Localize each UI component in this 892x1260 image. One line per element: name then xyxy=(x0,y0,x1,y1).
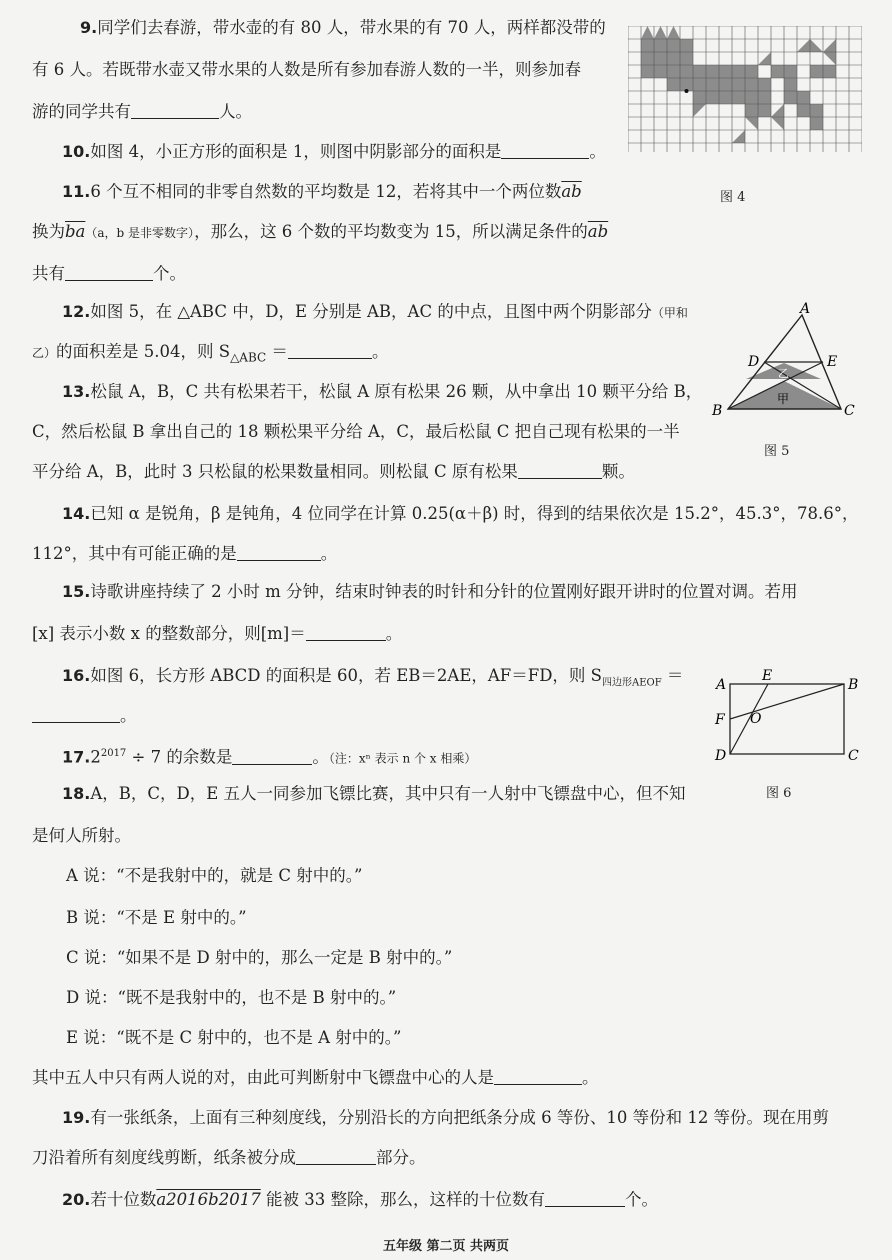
fig4-eye-dot xyxy=(685,89,689,93)
fig6-label-b: B xyxy=(848,677,859,693)
fig4-shaded-cell xyxy=(719,65,732,78)
page-footer: 五年级 第二页 共两页 xyxy=(382,1239,510,1254)
fig6-rect-abcd xyxy=(730,684,844,754)
fig6-label-d: D xyxy=(715,748,727,764)
fig4-shaded-triangle xyxy=(654,26,667,39)
fig5-label-d: D xyxy=(748,354,760,370)
fig4-shaded-cell xyxy=(680,39,693,52)
q19-line2: 刀沿着所有刻度线剪断，纸条被分成 部分。 xyxy=(32,1148,426,1167)
fig4-shaded-triangle xyxy=(693,104,706,117)
fig4-shaded-cell xyxy=(680,52,693,65)
fig5-label-c: C xyxy=(844,403,855,419)
fig4-shaded-cell xyxy=(693,91,706,104)
fig4-shaded-triangle xyxy=(667,26,680,39)
fig4-shaded-cell xyxy=(706,65,719,78)
q17-line: $17.2^{2017} \div 7$ 的余数是 。（注：xⁿ 表示 n 个 x 相乘） xyxy=(62,747,477,767)
fig4-shaded-cell xyxy=(706,78,719,91)
fig4-shaded-cell xyxy=(784,91,797,104)
fig4-shaded-cell xyxy=(732,65,745,78)
q9-answer-blank[interactable] xyxy=(131,102,219,119)
fig4-shaded-cell xyxy=(745,78,758,91)
fig4-shaded-cell xyxy=(745,91,758,104)
fig4-shaded-cell xyxy=(654,39,667,52)
fig5-label-e: E xyxy=(827,354,838,370)
q13-line2: C，然后松鼠 B 拿出自己的 18 颗松果平分给 A，C，最后松鼠 C 把自己现有松果的一半 xyxy=(32,422,680,441)
fig4-shaded-cell xyxy=(680,65,693,78)
fig4-shaded-cell xyxy=(823,65,836,78)
q11-line1: 11.6 个互不相同的非零自然数的平均数是 12，若将其中一个两位数$\overline{ab}$ xyxy=(62,182,582,201)
figure-4-caption: 图 4 xyxy=(720,190,746,205)
fig6-label-f: F xyxy=(715,712,725,728)
fig4-shaded-cell xyxy=(797,91,810,104)
q14-line1: 14.已知 α 是锐角，β 是钝角，4 位同学在计算 0.25(α＋β) 时，得到的结果依次是 15.2°，45.3°，78.6°， xyxy=(62,504,859,523)
fig4-shaded-cell xyxy=(667,78,680,91)
q20-line: 20.若十位数a2016b2017 能被 33 整除，那么，这样的十位数有 个。 xyxy=(62,1190,658,1209)
q11-line3: 共有 个。 xyxy=(32,264,186,283)
fig4-shaded-cell xyxy=(654,65,667,78)
fig4-shaded-cell xyxy=(654,52,667,65)
fig4-shaded-cell xyxy=(667,39,680,52)
fig6-label-o: O xyxy=(750,711,762,727)
fig4-shaded-cell xyxy=(771,65,784,78)
figure-6-rectangle xyxy=(708,668,864,764)
fig4-shaded-triangle xyxy=(745,117,758,130)
fig4-shaded-cell xyxy=(667,52,680,65)
q18-statement-d: D 说：“既不是我射中的，也不是 B 射中的。” xyxy=(66,988,397,1007)
q18-statement-a: A 说：“不是我射中的，就是 C 射中的。” xyxy=(66,866,363,885)
figure-4-grid xyxy=(628,26,862,152)
figure-6-caption: 图 6 xyxy=(766,786,792,801)
fig4-shaded-triangle xyxy=(758,52,771,65)
q17-answer-blank[interactable] xyxy=(232,748,312,765)
q13-answer-blank[interactable] xyxy=(518,462,602,479)
q12-answer-blank[interactable] xyxy=(288,342,372,359)
fig4-shaded-cell xyxy=(693,78,706,91)
q12-line2: 乙）的面积差是 5.04，则 $S_{\triangle ABC}$ ＝ 。 xyxy=(32,342,389,365)
q15-line1: 15.诗歌讲座持续了 2 小时 m 分钟，结束时钟表的时针和分针的位置刚好跟开讲时的位置对调。若用 xyxy=(62,582,798,601)
q9-number: 9. xyxy=(80,18,98,37)
fig4-shaded-cell xyxy=(706,91,719,104)
q12-line1: 12.如图 5，在 △ABC 中，D，E 分别是 AB，AC 的中点，且图中两个阴影部分（甲和 xyxy=(62,302,688,321)
fig4-shaded-triangle xyxy=(641,26,654,39)
q15-line2: [x] 表示小数 x 的整数部分，则[m]＝ 。 xyxy=(32,624,403,643)
q18-statement-e: E 说：“既不是 C 射中的，也不是 A 射中的。” xyxy=(66,1028,402,1047)
fig5-label-b: B xyxy=(712,403,723,419)
q10-answer-blank[interactable] xyxy=(501,142,589,159)
fig4-shaded-triangle xyxy=(732,130,745,143)
fig6-label-e: E xyxy=(762,668,773,684)
fig4-shaded-cell xyxy=(693,65,706,78)
fig4-shaded-cell xyxy=(758,91,771,104)
figure-5-triangle xyxy=(706,300,862,430)
q13-line3: 平分给 A，B，此时 3 只松鼠的松果数量相同。则松鼠 C 原有松果 颗。 xyxy=(32,462,635,481)
q19-answer-blank[interactable] xyxy=(296,1148,376,1165)
fig4-shaded-cell xyxy=(641,39,654,52)
q18-statement-b: B 说：“不是 E 射中的。” xyxy=(66,908,247,927)
q9-line2: 有 6 人。若既带水壶又带水果的人数是所有参加春游人数的一半，则参加春 xyxy=(32,60,581,79)
fig4-shaded-cell xyxy=(810,104,823,117)
fig4-shaded-cell xyxy=(810,65,823,78)
fig4-shaded-cell xyxy=(745,104,758,117)
fig5-label-a: A xyxy=(800,301,811,317)
fig4-shaded-cell xyxy=(641,52,654,65)
q15-answer-blank[interactable] xyxy=(306,624,386,641)
fig4-shaded-cell xyxy=(758,78,771,91)
figure-5-caption: 图 5 xyxy=(764,444,790,459)
fig4-shaded-cell xyxy=(784,78,797,91)
q11-answer-blank[interactable] xyxy=(65,264,153,281)
fig6-label-c: C xyxy=(848,748,859,764)
q14-line2: 112°，其中有可能正确的是 。 xyxy=(32,544,338,563)
q9-line1: 9.同学们去春游，带水壶的有 80 人，带水果的有 70 人，两样都没带的 xyxy=(80,18,606,37)
fig4-shaded-cell xyxy=(758,104,771,117)
q18-line-last: 其中五人中只有两人说的对，由此可判断射中飞镖盘中心的人是 。 xyxy=(32,1068,599,1087)
q14-answer-blank[interactable] xyxy=(237,544,321,561)
fig4-shaded-cell xyxy=(732,91,745,104)
fig4-shaded-cell xyxy=(641,65,654,78)
fig4-shaded-cell xyxy=(784,65,797,78)
fig4-shaded-cell xyxy=(810,117,823,130)
q18-line2: 是何人所射。 xyxy=(32,826,131,845)
q16-answer-blank[interactable] xyxy=(32,706,120,723)
q18-answer-blank[interactable] xyxy=(494,1068,582,1085)
q16-line2: 。 xyxy=(32,704,137,728)
q19-line1: 19.有一张纸条，上面有三种刻度线，分别沿长的方向把纸条分成 6 等份、10 等份和 12 等份。现在用剪 xyxy=(62,1108,830,1127)
fig4-shaded-cell xyxy=(719,91,732,104)
fig4-shaded-cell xyxy=(667,65,680,78)
q16-line1: 16.如图 6，长方形 ABCD 的面积是 60，若 EB＝2AE，AF＝FD，则 $S_{四边形AEOF}$ ＝ xyxy=(62,666,684,689)
fig5-label-jia: 甲 xyxy=(777,392,790,406)
fig5-label-yi: 乙 xyxy=(778,367,789,380)
fig4-shaded-cell xyxy=(745,65,758,78)
q10-line: 10.如图 4，小正方形的面积是 1，则图中阴影部分的面积是 。 xyxy=(62,142,606,161)
q18-line1: 18.A，B，C，D，E 五人一同参加飞镖比赛，其中只有一人射中飞镖盘中心，但不知 xyxy=(62,784,686,803)
q20-answer-blank[interactable] xyxy=(545,1190,625,1207)
q9-line3: 游的同学共有 人。 xyxy=(32,102,252,121)
q11-line2: 换为$\overline{ba}(a$，b 是非零数字），那么，这 6 个数的平均数变为 15，所以满足条件的$\overline{ab}$ xyxy=(32,222,609,241)
fig4-shaded-cell xyxy=(732,78,745,91)
fig4-shaded-cell xyxy=(797,104,810,117)
q13-line1: 13.松鼠 A，B，C 共有松果若干，松鼠 A 原有松果 26 颗，从中拿出 10 颗平分给 B， xyxy=(62,382,703,401)
fig4-shaded-cell xyxy=(719,78,732,91)
fig6-label-a: A xyxy=(716,677,727,693)
q18-statement-c: C 说：“如果不是 D 射中的，那么一定是 B 射中的。” xyxy=(66,948,453,967)
